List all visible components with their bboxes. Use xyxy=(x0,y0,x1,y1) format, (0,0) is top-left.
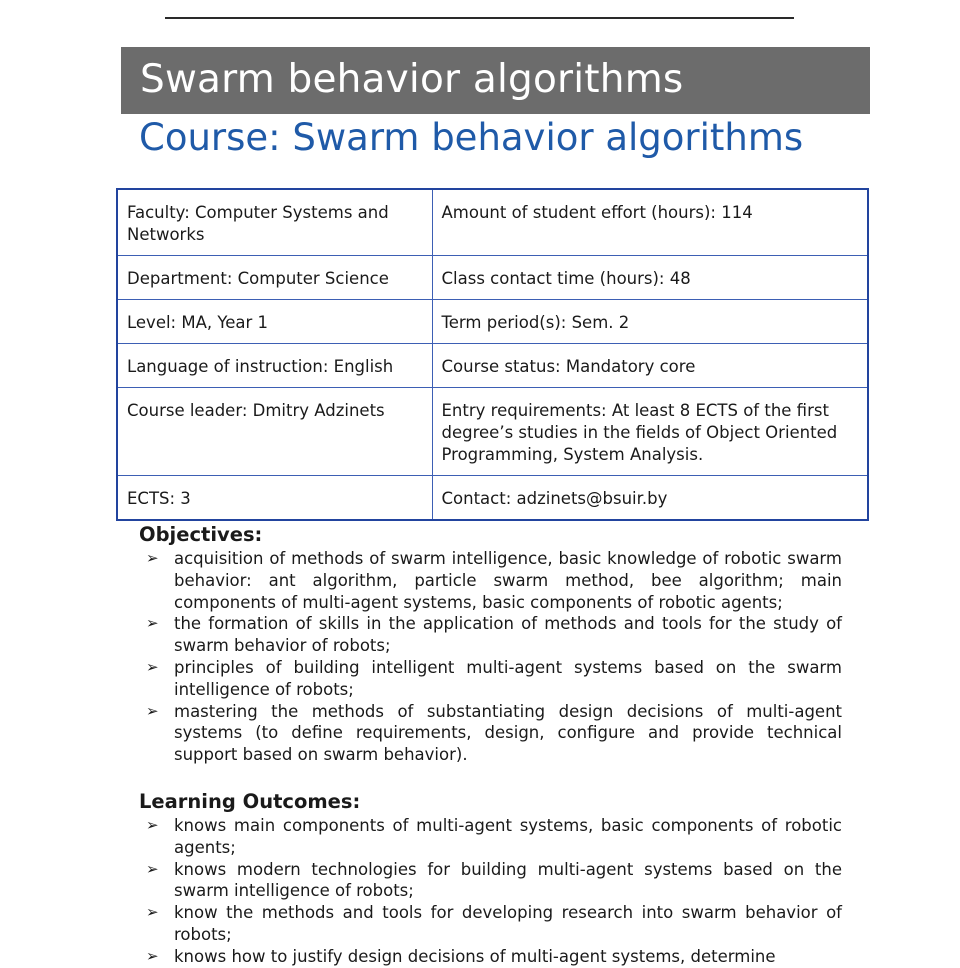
objectives-list xyxy=(140,548,842,766)
arrow-bullet-icon: ➢ xyxy=(146,816,159,834)
list-item xyxy=(140,946,842,968)
table-cell: Entry requirements: At least 8 ECTS of the first degree’s studies in the fields of Object Oriented Programming, System Analysis. xyxy=(432,388,868,476)
table-row xyxy=(117,256,868,300)
table-row xyxy=(117,344,868,388)
table-cell: Amount of student effort (hours): 114 xyxy=(432,189,868,256)
list-item xyxy=(140,657,842,701)
table-cell: Class contact time (hours): 48 xyxy=(432,256,868,300)
list-item xyxy=(140,701,842,766)
arrow-bullet-icon: ➢ xyxy=(146,657,159,676)
list-item xyxy=(140,548,842,613)
table-cell: Term period(s): Sem. 2 xyxy=(432,300,868,344)
list-item-text: knows how to justify design decisions of multi-agent systems, determine xyxy=(174,946,776,966)
list-item xyxy=(140,613,842,657)
list-item xyxy=(140,859,842,903)
list-item-text: acquisition of methods of swarm intelligence, basic knowledge of robotic swarm behavior: ant algorithm, particle swarm method, bee algorithm; main components of multi-agent systems, basic components of robotic agents; xyxy=(174,549,842,612)
arrow-bullet-icon: ➢ xyxy=(146,903,159,922)
table-cell: Language of instruction: English xyxy=(117,344,432,388)
course-title: Course: Swarm behavior algorithms xyxy=(139,116,804,159)
learning-outcomes-heading: Learning Outcomes: xyxy=(139,790,361,813)
table-cell: Level: MA, Year 1 xyxy=(117,300,432,344)
list-item-text: knows modern technologies for building multi-agent systems based on the swarm intelligence of robots; xyxy=(174,859,842,901)
banner-title: Swarm behavior algorithms xyxy=(140,57,684,102)
course-info-table xyxy=(116,188,869,521)
table-cell: Faculty: Computer Systems and Networks xyxy=(117,189,432,256)
table-cell: Contact: adzinets@bsuir.by xyxy=(432,476,868,521)
list-item xyxy=(140,902,842,946)
table-cell: ECTS: 3 xyxy=(117,476,432,521)
arrow-bullet-icon: ➢ xyxy=(146,946,159,965)
table-cell: Course leader: Dmitry Adzinets xyxy=(117,388,432,476)
title-banner xyxy=(121,47,870,114)
table-row xyxy=(117,476,868,521)
arrow-bullet-icon: ➢ xyxy=(146,549,159,567)
table-cell: Course status: Mandatory core xyxy=(432,344,868,388)
table-cell: Department: Computer Science xyxy=(117,256,432,300)
arrow-bullet-icon: ➢ xyxy=(146,701,159,720)
list-item-text: know the methods and tools for developing research into swarm behavior of robots; xyxy=(174,903,842,944)
arrow-bullet-icon: ➢ xyxy=(146,859,159,878)
table-row xyxy=(117,388,868,476)
learning-outcomes-list xyxy=(140,815,842,968)
list-item-text: the formation of skills in the application of methods and tools for the study of swarm behavior of robots; xyxy=(174,614,842,656)
list-item-text: knows main components of multi-agent systems, basic components of robotic agents; xyxy=(174,816,842,857)
list-item xyxy=(140,815,842,859)
arrow-bullet-icon: ➢ xyxy=(146,614,159,633)
list-item-text: mastering the methods of substantiating design decisions of multi-agent systems (to define requirements, design, configure and provide technical support based on swarm behavior). xyxy=(174,701,842,765)
table-row xyxy=(117,189,868,256)
top-rule xyxy=(165,17,794,19)
table-row xyxy=(117,300,868,344)
objectives-heading: Objectives: xyxy=(139,523,263,546)
list-item-text: principles of building intelligent multi-agent systems based on the swarm intelligence of robots; xyxy=(174,657,842,699)
